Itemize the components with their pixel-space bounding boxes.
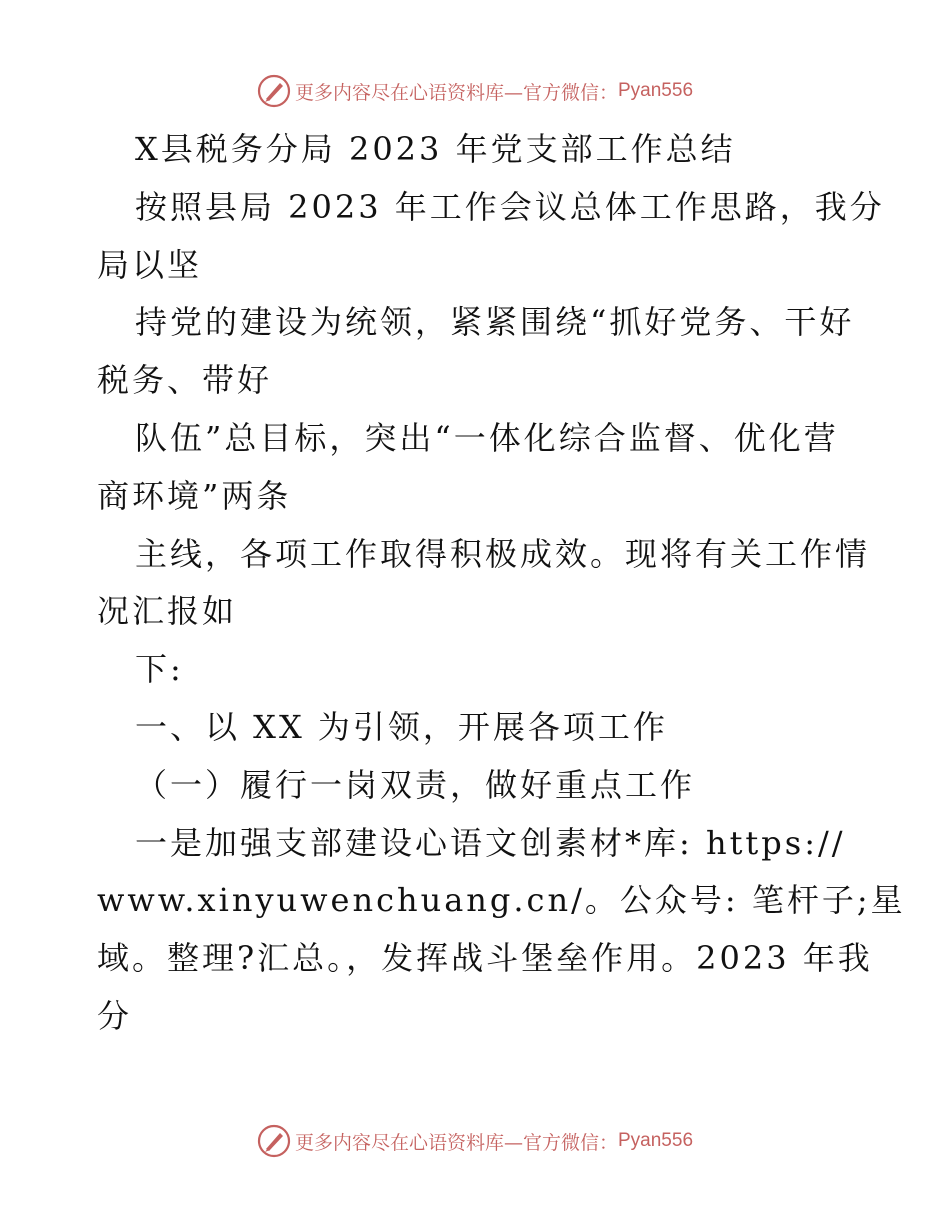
text-line: 税务、带好 <box>97 361 273 400</box>
header-watermark <box>0 71 950 111</box>
watermark-account: Pyan556 <box>618 80 694 101</box>
text-line: 一是加强支部建设心语文创素材*库: https:// <box>135 823 846 862</box>
watermark-text: 更多内容尽在心语资料库—官方微信： <box>294 81 618 104</box>
text-line: 域。整理?汇总。，发挥战斗堡垒作用。2023 年我 <box>97 939 873 978</box>
footer-watermark <box>0 1121 950 1161</box>
text-line: 下: <box>135 650 184 689</box>
text-line: 商环境”两条 <box>97 476 292 515</box>
text-line: 主线，各项工作取得积极成效。现将有关工作情 <box>135 534 871 573</box>
text-line: 分 <box>97 996 133 1035</box>
quill-logo-icon <box>257 74 291 108</box>
text-line: 况汇报如 <box>97 592 238 631</box>
text-line: 局以坚 <box>97 245 203 284</box>
quill-logo-icon <box>257 1124 291 1158</box>
text-line: X县税务分局 2023 年党支部工作总结 <box>135 130 736 168</box>
watermark-text: 更多内容尽在心语资料库—官方微信： <box>294 1131 618 1154</box>
text-line: 一、以 XX 为引领，开展各项工作 <box>135 707 668 746</box>
text-line: 持党的建设为统领，紧紧围绕“抓好党务、干好 <box>135 303 855 342</box>
text-line: （一）履行一岗双责，做好重点工作 <box>135 765 696 804</box>
watermark-account: Pyan556 <box>618 1130 694 1151</box>
text-line: 队伍”总目标，突出“一体化综合监督、优化营 <box>135 418 839 457</box>
document-body <box>97 121 906 1046</box>
text-line: www.xinyuwenchuang.cn/。公众号: 笔杆子;星 <box>97 881 906 920</box>
text-line: 按照县局 2023 年工作会议总体工作思路，我分 <box>135 187 885 226</box>
